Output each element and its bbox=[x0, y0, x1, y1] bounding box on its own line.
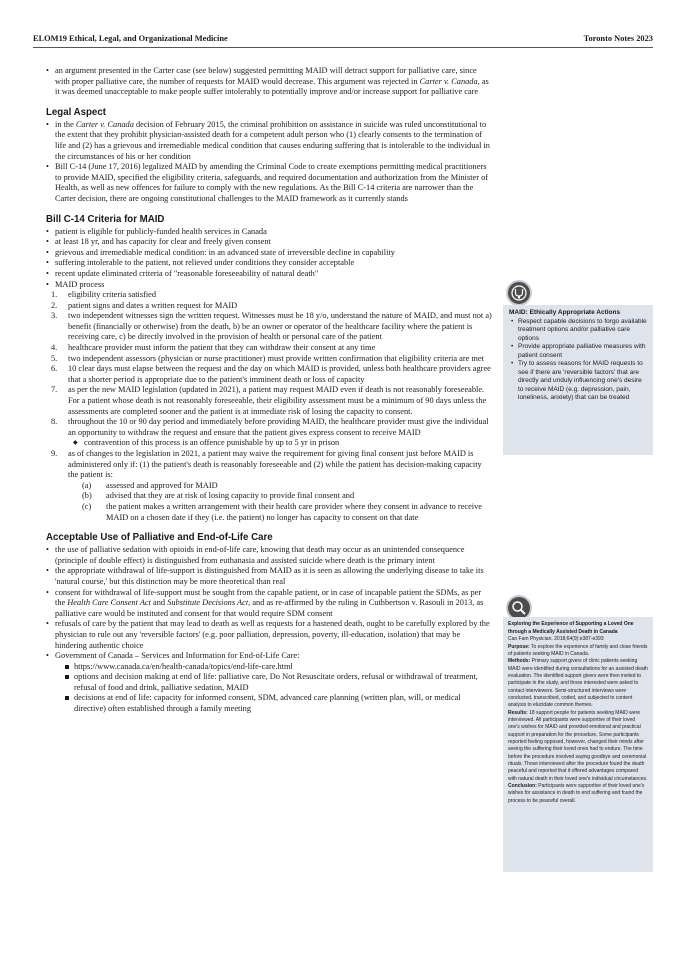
criteria-bullet: • patient is eligible for publicly-funded health services in Canada bbox=[46, 227, 492, 238]
page-header bbox=[33, 32, 653, 48]
header-edition: Toronto Notes 2023 bbox=[583, 34, 653, 43]
process-step-sub-bullet: ◆ contravention of this process is an offence punishable by up to 5 yr in prison bbox=[46, 438, 492, 449]
criteria-bullet: • recent update eliminated criteria of "reasonable foreseeability of natural death" bbox=[46, 269, 492, 280]
criteria-bullet: • MAID process bbox=[46, 280, 492, 291]
process-step: 3. two independent witnesses sign the written request. Witnesses must be 18 y/o, understand the nature of MAID, and must not a) benefit (financially or otherwise) from the death, b) be an owner or operator of the healthcare facility where the patient is receiving care, c) be directly involved in the provision of health or personal care of the patient bbox=[51, 311, 492, 342]
study-methods: Methods: Primary support givers of clinic patients seeking MAID were identified during consultations for an assisted death evaluation. The identified support givers were then invited to participate in the study, and those interested were asked to contact interviewers. Semi-structured interviews were conducted, transcribed, coded, and subjected to content analysis to elucidate common themes. bbox=[508, 658, 648, 709]
process-step: 7. as per the new MAID legislation (updated in 2021), a patient may request MAID even if death is not reasonably foreseeable. For a patient whose death is not reasonably foreseeable, their eligibility assessment must be a minimum of 90 days unless the assessments are completed sooner and the patient is at immediate risk of losing the capacity to consent. bbox=[51, 385, 487, 416]
sidebar-list-item: • Try to assess reasons for MAID requests to see if there are 'reversible factors' that are directly and unduly influencing one's desire to receive MAID (e.g. depression, pain, loneliness, anxiety) that can be treated bbox=[509, 360, 647, 403]
legal-bullet: • in the Carter v. Canada decision of February 2015, the criminal prohibition on assistance in suicide was ruled unconstitutional to the extent that they prohibit physician-assisted death for a competent adult person who (1) clearly consents to the termination of life and (2) has a grievous and irremediable medical condition that causes enduring suffering that is intolerable to the individual in the circumstances of his or her condition bbox=[46, 120, 492, 162]
criteria-bullet: • suffering intolerable to the patient, not relieved under conditions they consider acceptable bbox=[46, 258, 492, 269]
criteria-bullet: • grievous and irremediable medical condition: in an advanced state of irreversible decline in capability bbox=[46, 248, 492, 259]
resource-sub-bullet: decisions at end of life: capacity for informed consent, SDM, advanced care planning (written plan, will, or medical directive) often established through a family meeting bbox=[46, 693, 492, 714]
process-substep: (a) assessed and approved for MAID bbox=[82, 480, 218, 490]
header-chapter-title: ELOM19 Ethical, Legal, and Organizational Medicine bbox=[33, 34, 228, 43]
sidebar-ethical-actions bbox=[503, 305, 653, 455]
study-title: Exploring the Experience of Supporting a Loved One through a Medically Assisted Death in Canada bbox=[508, 621, 634, 635]
process-step: 9. as of changes to the legislation in 2021, a patient may waive the requirement for giving final consent just before MAID is administered only if: (1) the patient's death is reasonably foreseeable and (2) while the patient has decision-making capacity the patient is: bbox=[51, 449, 482, 480]
palliative-bullet: • refusals of care by the patient that may lead to death as well as requests for a hastened death, ought to be carefully explored by the physician to rule out any 'reversible factors' (e.g. poor palliation, depression, poverty, ill-education, isolation) that may be hindering authentic choice bbox=[46, 619, 492, 651]
legal-bullet: • Bill C-14 (June 17, 2016) legalized MAID by amending the Criminal Code to create exemptions permitting medical practitioners to provide MAID, specified the eligibility criteria, safeguards, and required documentation and authorization from the Minister of Health, as well as new offences for failure to comply with the new regulations. As the Bill C-14 criteria are narrower than the Carter decision, there are ongoing constitutional challenges to the MAID framework as it currently stands bbox=[46, 162, 492, 204]
section-heading-criteria: Bill C-14 Criteria for MAID bbox=[46, 213, 165, 225]
main-column bbox=[46, 66, 492, 715]
sidebar-study-summary bbox=[503, 617, 653, 872]
intro-bullet: • an argument presented in the Carter case (see below) suggested permitting MAID will detract support for palliative care, since with proper palliative care, the number of requests for MAID would decrease. This argument was rejected in Carter v. Canada, as it was deemed unacceptable to make people suffer intolerably to potentially improve and/or increase support for palliative care bbox=[46, 66, 492, 98]
process-step: 1. eligibility criteria satisfied bbox=[51, 290, 157, 300]
sidebar-list bbox=[509, 318, 647, 403]
sidebar-list-item: • Provide appropriate palliative measures with patient consent bbox=[509, 343, 647, 360]
study-citation: Can Fam Physician. 2018;64(9):e387-e393 bbox=[508, 636, 604, 643]
process-step: 5. two independent assessors (physician or nurse practitioner) must provide written confirmation that eligibility criteria are met bbox=[51, 353, 484, 363]
process-step: 6. 10 clear days must elapse between the request and the day on which MAID is provided, unless both healthcare providers agree that a shorter period is appropriate due to the patient's imminent death or loss of capacity bbox=[51, 364, 491, 384]
palliative-bullet: • the use of palliative sedation with opioids in end-of-life care, knowing that death may occur as an unintended consequence (principle of double effect) is distinguished from euthanasia and assisted suicide where death is the primary intent bbox=[46, 545, 492, 566]
palliative-bullet: • Government of Canada – Services and Information for End-of-Life Care: bbox=[46, 651, 492, 662]
section-heading-palliative: Acceptable Use of Palliative and End-of-Life Care bbox=[46, 532, 273, 544]
resource-sub-bullet: options and decision making at end of life: palliative care, Do Not Resuscitate orders, refusal or withdrawal of treatment, refusal of food and drink, palliative sedation, MAID bbox=[46, 672, 492, 693]
resource-link[interactable]: https://www.canada.ca/en/health-canada/topics/end-life-care.html bbox=[46, 662, 492, 673]
study-results: Results: 18 support people for patients seeking MAID were interviewed. All participants were supportive of their loved one's wishes for MAID and provided emotional and practical support in preparation for the procedure. Some participants reported feeling opposed, however, changed their minds after seeing the suffering their loved ones had to endure. The time before the procedure involved saying goodbye and ceremonial rituals. Those interviewed after the procedure found the death peaceful and reported that it offered advantages compared with natural death in their loved one's individual circumstances. bbox=[508, 709, 648, 782]
study-conclusion: Conclusion: Participants were supportive of their loved one's wishes for assistance in death to end suffering and found the process to be peaceful overall. bbox=[508, 783, 645, 804]
process-step: 4. healthcare provider must inform the patient that they can withdraw their consent at any time bbox=[51, 343, 376, 353]
criteria-bullet: • at least 18 yr, and has capacity for clear and freely given consent bbox=[46, 237, 492, 248]
process-step: 2. patient signs and dates a written request for MAID bbox=[51, 300, 238, 310]
sidebar-title: MAID: Ethically Appropriate Actions bbox=[509, 309, 621, 316]
section-heading-legal-aspect: Legal Aspect bbox=[46, 106, 106, 118]
process-substep: (b) advised that they are at risk of losing capacity to provide final consent and bbox=[82, 491, 355, 501]
sidebar-list-item: • Respect capable decisions to forgo available treatment options and/or palliative care options bbox=[509, 318, 647, 344]
process-step: 8. throughout the 10 or 90 day period and immediately before providing MAID, the healthcare provider must give the individual an opportunity to withdraw the request and ensure that the patient gives express consent to receive MAID bbox=[51, 417, 489, 437]
process-substep: (c) the patient makes a written arrangement with their health care provider where they consent in advance to receive MAID on a chosen date if they (i.e. the patient) no longer has capacity to consent on that date bbox=[82, 501, 482, 522]
stethoscope-icon bbox=[506, 280, 532, 306]
study-purpose: Purpose: To explore the experience of family and close friends of patients seeking MAID in Canada. bbox=[508, 643, 648, 657]
palliative-bullet: • the appropriate withdrawal of life-support is distinguished from MAID as it is seen as allowing the underlying disease to take its 'natural course,' but this distinction may be more theoretical than real bbox=[46, 566, 492, 587]
palliative-bullet: • consent for withdrawal of life-support must be sought from the capable patient, or in case of incapable patient the SDMs, as per the Health Care Consent Act and Substitute Decisions Act, and as re-affirmed by the ruling in Cuthbertson v. Rasouli in 2013, as palliative care would be instituted and consent for that would require SDM consent bbox=[46, 588, 492, 620]
